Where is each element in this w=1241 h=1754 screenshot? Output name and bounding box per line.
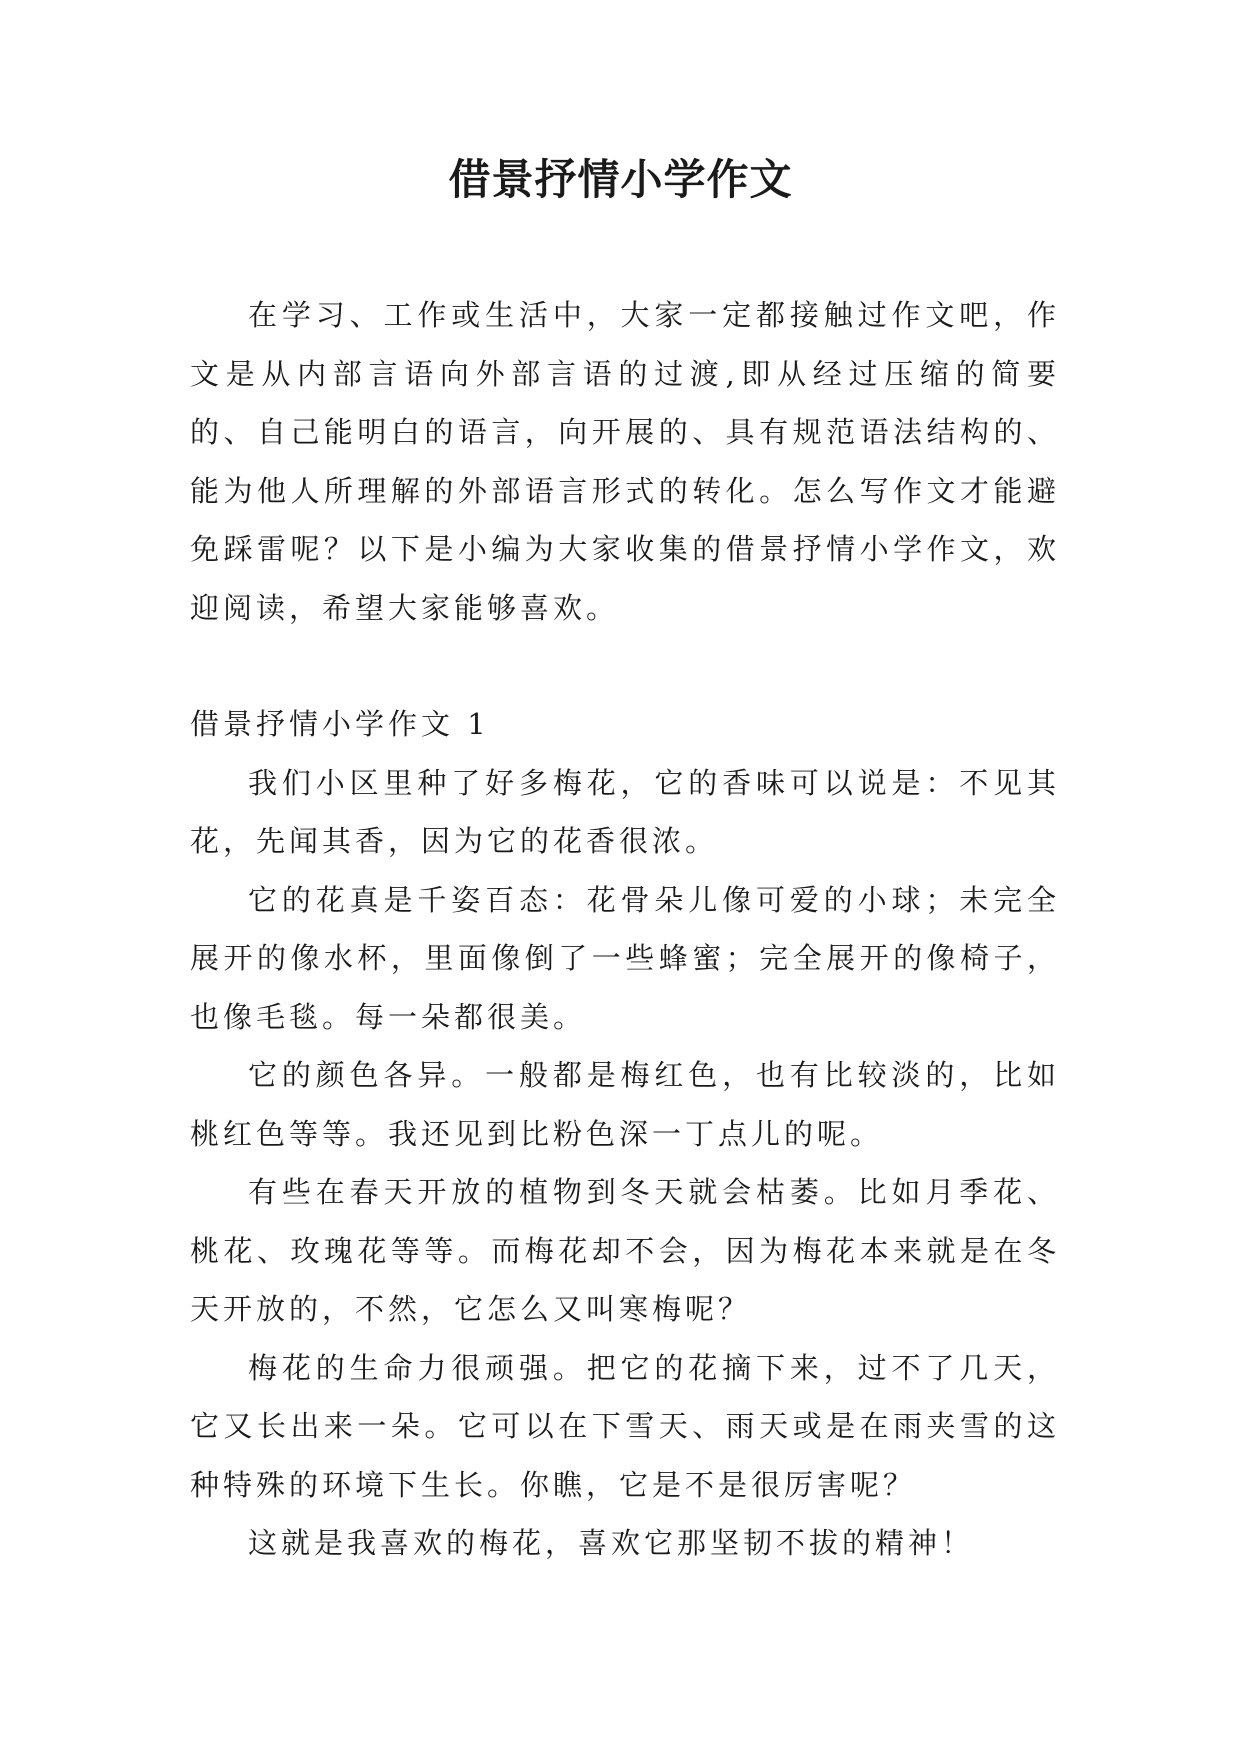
- essay-paragraph: 这就是我喜欢的梅花，喜欢它那坚韧不拔的精神！: [248, 1526, 975, 1560]
- essay-paragraph: 我们小区里种了好多梅花，它的香味可以说是：不见其花，先闻其香，因为它的花香很浓。: [190, 765, 1060, 858]
- document-title: 借景抒情小学作文: [448, 155, 793, 204]
- paragraph-spacer: [190, 637, 1060, 695]
- essay-paragraph: 它的花真是千姿百态：花骨朵儿像可爱的小球；未完全展开的像水杯，里面像倒了一些蜂蜜；完全展开的像椅子，也像毛毯。每一朵都很美。: [190, 882, 1060, 1034]
- document-body: [190, 286, 1060, 1573]
- essay-paragraph: 梅花的生命力很顽强。把它的花摘下来，过不了几天，它又长出来一朵。它可以在下雪天、雨天或是在雨夹雪的这种特殊的环境下生长。你瞧，它是不是很厉害呢？: [190, 1350, 1060, 1502]
- essay-paragraph: 它的颜色各异。一般都是梅红色，也有比较淡的，比如桃红色等等。我还见到比粉色深一丁点儿的呢。: [190, 1058, 1060, 1151]
- essay-paragraph: 有些在春天开放的植物到冬天就会枯萎。比如月季花、桃花、玫瑰花等等。而梅花却不会，因为梅花本来就是在冬天开放的，不然，它怎么又叫寒梅呢？: [190, 1175, 1060, 1326]
- intro-paragraph: 在学习、工作或生活中，大家一定都接触过作文吧，作文是从内部言语向外部言语的过渡,即从经过压缩的简要的、自己能明白的语言，向开展的、具有规范语法结构的、能为他人所理解的外部语言形式的转化。怎么写作文才能避免踩雷呢？以下是小编为大家收集的借景抒情小学作文，欢迎阅读，希望大家能够喜欢。: [190, 298, 1060, 625]
- section-heading: 借景抒情小学作文 1: [190, 707, 490, 741]
